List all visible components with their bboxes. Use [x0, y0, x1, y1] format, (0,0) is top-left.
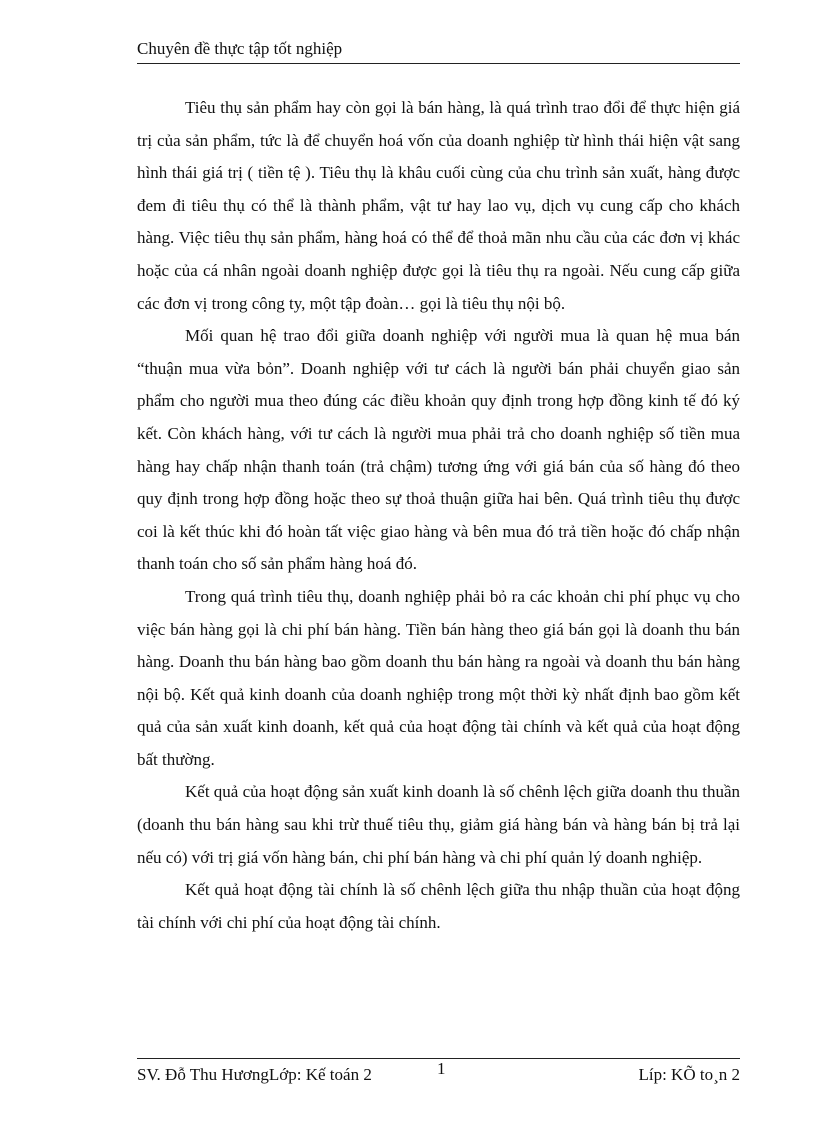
page-number: 1 [437, 1059, 446, 1078]
page-header: Chuyên đề thực tập tốt nghiệp [137, 39, 343, 58]
header-divider [137, 63, 740, 64]
paragraph-1: Tiêu thụ sản phẩm hay còn gọi là bán hàng, là quá trình trao đổi để thực hiện giá trị của sản phẩm, tức là để chuyển hoá vốn của doanh nghiệp từ hình thái hiện vật sang hình thái giá trị ( tiền tệ ). Tiêu thụ là khâu cuối cùng của chu trình sản xuất, hàng được đem đi tiêu thụ có thể là thành phẩm, vật tư hay lao vụ, dịch vụ cung cấp cho khách hàng. Việc tiêu thụ sản phẩm, hàng hoá có thể để thoả mãn nhu cầu của các đơn vị khác hoặc của cá nhân ngoài doanh nghiệp được gọi là tiêu thụ ra ngoài. Nếu cung cấp giữa các đơn vị trong công ty, một tập đoàn… gọi là tiêu thụ nội bộ. [137, 98, 740, 313]
footer-student: SV. Đỗ Thu HươngLớp: Kế toán 2 [137, 1065, 372, 1084]
paragraph-4: Kết quả của hoạt động sản xuất kinh doanh là số chênh lệch giữa doanh thu thuần (doanh thu bán hàng sau khi trừ thuế tiêu thụ, giảm giá hàng bán và hàng bán bị trả lại nếu có) với trị giá vốn hàng bán, chi phí bán hàng và chi phí quản lý doanh nghiệp. [137, 782, 740, 867]
paragraph-5: Kết quả hoạt động tài chính là số chênh lệch giữa thu nhập thuần của hoạt động tài chính với chi phí của hoạt động tài chính. [137, 880, 740, 932]
paragraph-3: Trong quá trình tiêu thụ, doanh nghiệp phải bỏ ra các khoản chi phí phục vụ cho việc bán hàng gọi là chi phí bán hàng. Tiền bán hàng theo giá bán gọi là doanh thu bán hàng. Doanh thu bán hàng bao gồm doanh thu bán hàng ra ngoài và doanh thu bán hàng nội bộ. Kết quả kinh doanh của doanh nghiệp trong một thời kỳ nhất định bao gồm kết quả của sản xuất kinh doanh, kết quả của hoạt động tài chính và kết quả của hoạt động bất thường. [137, 586, 740, 769]
paragraph-2: Mối quan hệ trao đổi giữa doanh nghiệp với người mua là quan hệ mua bán “thuận mua vừa bỏn”. Doanh nghiệp với tư cách là người bán phải chuyển giao sản phẩm cho người mua theo đúng các điều khoản quy định trong hợp đồng kinh tế đó ký kết. Còn khách hàng, với tư cách là người mua phải trả cho doanh nghiệp số tiền mua hàng hay chấp nhận thanh toán (trả chậm) tương ứng với giá bán của số hàng đó theo quy định trong hợp đồng hoặc theo sự thoả thuận giữa hai bên. Quá trình tiêu thụ được coi là kết thúc khi đó hoàn tất việc giao hàng và bên mua đó trả tiền hoặc đó chấp nhận thanh toán cho số sản phẩm hàng hoá đó. [137, 326, 740, 574]
document-body [137, 92, 740, 939]
footer-class: Líp: KÕ to¸n 2 [638, 1065, 740, 1084]
